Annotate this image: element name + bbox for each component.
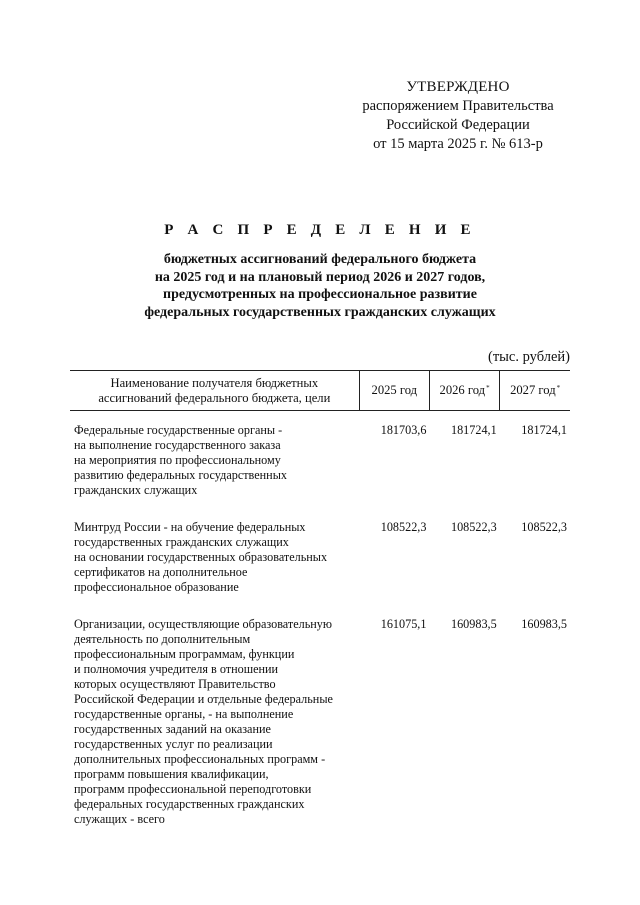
header-2025 [359,371,429,411]
recipient-line: Организации, осуществляющие образовательную [74,617,332,631]
header-recipient [70,371,359,411]
recipient-line: федеральных государственных гражданских [74,797,305,811]
header-2026 [429,371,499,411]
recipient-line: сертификатов на дополнительное [74,565,248,579]
recipient-line: Российской Федерации и отдельные федеральные [74,692,333,706]
recipient-cell [70,617,359,849]
recipient-line: дополнительных профессиональных программ - [74,752,326,766]
amount-2026: 108522,3 [450,520,497,534]
recipient-line: на выполнение государственного заказа [74,438,281,452]
units-note: (тыс. рублей) [488,349,570,365]
table-header-row [70,371,570,411]
subtitle-line-4: федеральных государственных гражданских служащих [144,304,496,320]
approval-heading: УТВЕРЖДЕНО [406,79,510,95]
approval-line-1: распоряжением Правительства [362,98,554,114]
recipient-line: государственных заданий на оказание [74,722,271,736]
recipient-line: профессиональное образование [74,580,239,594]
recipient-line: государственных услуг по реализации [74,737,273,751]
footnote-mark: * [556,384,561,392]
amount-2025: 161075,1 [380,617,427,631]
budget-table [70,370,570,849]
header-2027 [500,371,570,411]
amount-2026: 181724,1 [450,423,497,437]
recipient-line: на мероприятия по профессиональному [74,453,281,467]
subtitle-line-3: предусмотренных на профессиональное развитие [163,287,477,302]
approval-line-3: от 15 марта 2025 г. № 613-р [373,136,543,152]
amount-2027: 108522,3 [521,520,567,534]
document-title [70,222,570,321]
header-2027-label: 2027 год [510,383,556,397]
header-2025-label: 2025 год [371,383,418,397]
recipient-line: Минтруд России - на обучение федеральных [74,520,306,534]
amount-2025: 181703,6 [380,423,427,437]
title-subtitle [70,251,570,321]
header-recipient-line-1: Наименование получателя бюджетных [110,375,319,390]
header-2026-label: 2026 год [439,383,486,397]
subtitle-line-1: бюджетных ассигнований федерального бюджета [163,252,477,267]
recipient-line: профессиональным программам, функции [74,647,295,661]
recipient-line: программ профессиональной переподготовки [74,782,312,796]
header-recipient-line-2: ассигнований федерального бюджета, цели [98,390,331,405]
recipient-line: на основании государственных образовательных [74,550,328,564]
recipient-line: развитию федеральных государственных [74,468,287,482]
recipient-line: и полномочия учредителя в отношении [74,662,279,676]
approval-line-2: Российской Федерации [386,117,530,133]
amount-2027: 181724,1 [521,423,567,437]
recipient-cell [70,520,359,617]
amount-2027: 160983,5 [521,617,567,631]
recipient-line: государственных гражданских служащих [74,535,289,549]
table-row [70,411,570,521]
recipient-line: Федеральные государственные органы - [74,423,283,437]
recipient-cell [70,411,359,521]
recipient-line: программ повышения квалификации, [74,767,269,781]
recipient-line: служащих - всего [74,812,165,826]
amount-2025: 108522,3 [380,520,427,534]
subtitle-line-2: на 2025 год и на плановый период 2026 и 2027 годов, [154,269,486,285]
recipient-line: деятельность по дополнительным [74,632,251,646]
footnote-mark: * [486,384,490,392]
approval-stamp [338,78,578,154]
table-row [70,617,570,849]
recipient-line: государственные органы, - на выполнение [74,707,294,721]
recipient-line: гражданских служащих [74,483,198,497]
title-main: Р А С П Р Е Д Е Л Е Н И Е [164,222,476,238]
recipient-line: которых осуществляют Правительство [74,677,276,691]
table-row [70,520,570,617]
amount-2026: 160983,5 [450,617,497,631]
